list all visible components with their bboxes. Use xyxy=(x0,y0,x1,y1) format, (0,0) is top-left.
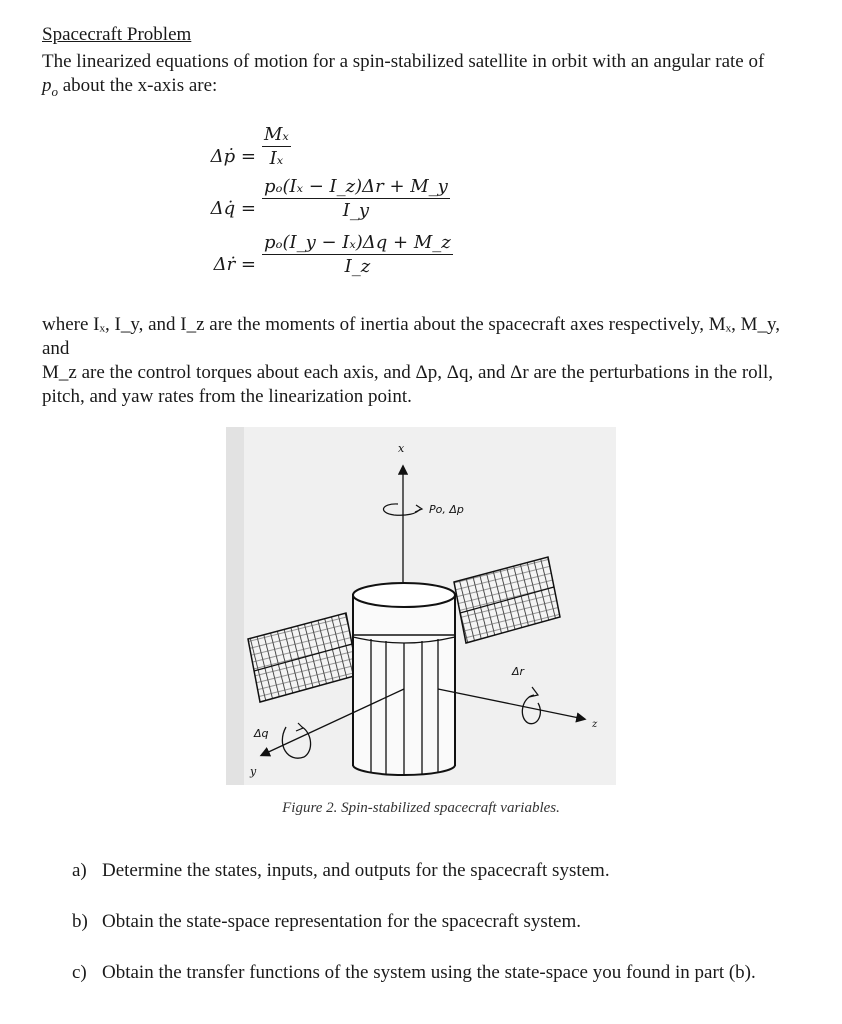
equation-3-denominator: I_z xyxy=(344,256,371,277)
yaw-label: Δr xyxy=(512,665,525,678)
z-axis-label: z xyxy=(592,719,598,730)
definitions-paragraph xyxy=(42,313,802,409)
x-axis-label: x xyxy=(398,442,405,455)
definitions-line-3: pitch, and yaw rates from the linearization point. xyxy=(42,386,412,407)
equation-2-lhs: Δq̇ = xyxy=(210,198,256,219)
equation-1-fraction xyxy=(262,124,291,169)
intro-line-2-rest: about the x-axis are: xyxy=(58,75,218,96)
equation-1-numerator: Mₓ xyxy=(264,124,289,145)
definitions-line-2: M_z are the control torques about each axis, and Δp, Δq, and Δr are the perturbations in the roll, xyxy=(42,362,773,383)
question-b-text: Obtain the state-space representation for the spacecraft system. xyxy=(102,911,582,932)
equation-2-denominator: I_y xyxy=(342,200,370,221)
spacecraft-body xyxy=(353,583,455,775)
question-a-letter: a) xyxy=(72,860,87,881)
equation-3-numerator: pₒ(I_y − Iₓ)Δq + M_z xyxy=(264,232,451,253)
intro-line-2 xyxy=(42,74,802,104)
y-axis-label: y xyxy=(250,765,257,778)
problem-title: Spacecraft Problem xyxy=(42,24,192,45)
roll-label: Po, Δp xyxy=(429,503,464,516)
equation-3-lhs: Δṙ = xyxy=(213,254,256,275)
definitions-line-1: where Iₓ, I_y, and I_z are the moments of inertia about the spacecraft axes respectively, Mₓ, M_y, and xyxy=(42,314,781,359)
question-a xyxy=(72,860,610,882)
equation-3-fraction xyxy=(262,232,453,277)
question-c-text: Obtain the transfer functions of the system using the state-space you found in part (b). xyxy=(102,962,756,983)
rate-subscript: o xyxy=(51,83,58,99)
pitch-label: Δq xyxy=(254,727,269,740)
question-c xyxy=(72,962,756,984)
figure-caption: Figure 2. Spin-stabilized spacecraft variables. xyxy=(282,800,560,816)
equation-2-numerator: pₒ(Iₓ − I_z)Δr + M_y xyxy=(264,176,448,197)
spacecraft-figure xyxy=(226,427,616,785)
equation-1-lhs: Δṗ = xyxy=(210,146,256,167)
question-c-letter: c) xyxy=(72,962,87,983)
equation-2-fraction xyxy=(262,176,450,221)
rate-symbol: p xyxy=(42,75,52,96)
question-a-text: Determine the states, inputs, and outputs for the spacecraft system. xyxy=(102,860,610,881)
question-b-letter: b) xyxy=(72,911,88,932)
question-b xyxy=(72,911,581,933)
intro-line-1: The linearized equations of motion for a spin-stabilized satellite in orbit with an angular rate of xyxy=(42,51,765,72)
intro-text xyxy=(42,50,802,104)
equation-1-denominator: Iₓ xyxy=(269,148,284,169)
